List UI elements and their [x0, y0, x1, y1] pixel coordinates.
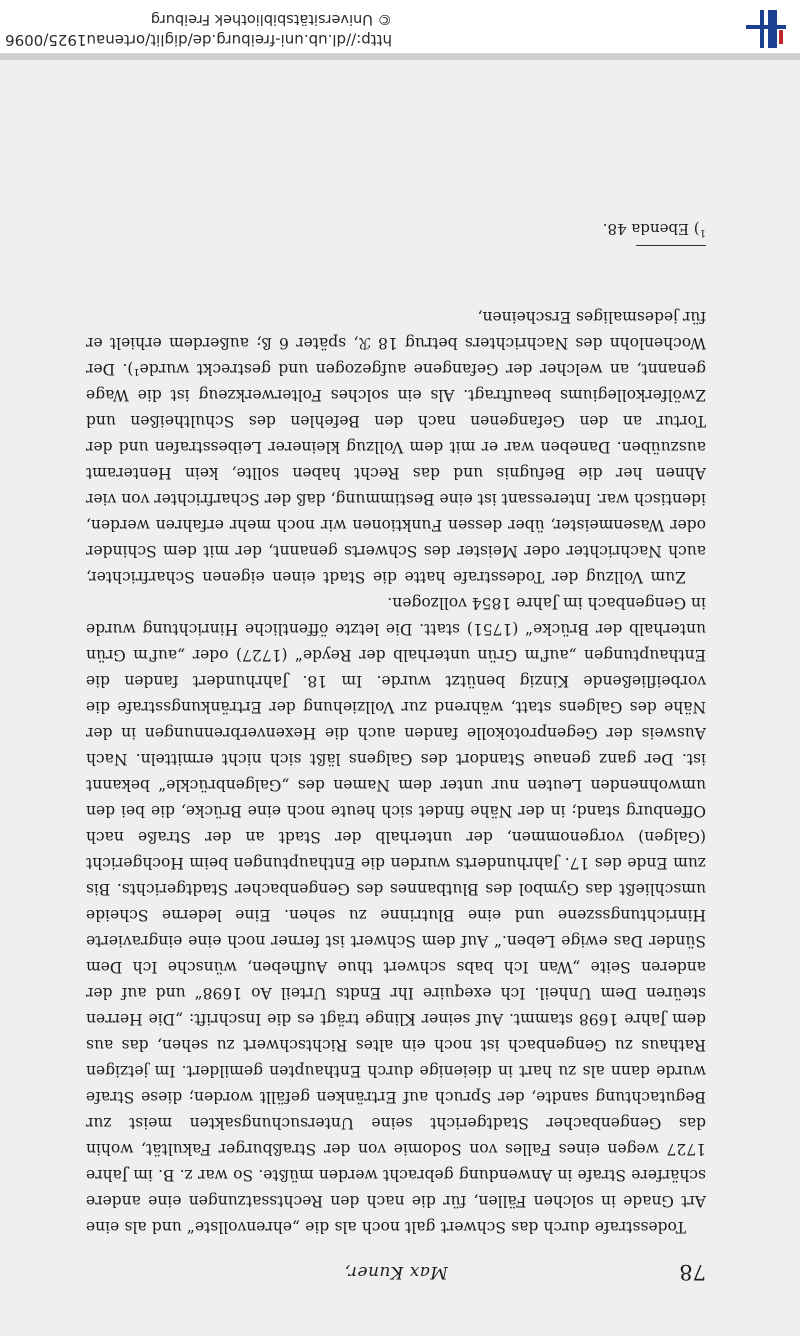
footnote-rule [636, 245, 706, 246]
source-url-link[interactable]: http://dl.ub.uni-freiburg.de/diglit/ortenau1925/0096 [5, 31, 392, 49]
paragraph: Zum Vollzug der Todesstrafe hatte die Stadt einen eigenen Scharfrichter, auch Nachrichter oder Meister des Schwerts genannt, der mit dem Schinder oder Wasenmeister, über dessen Funktionen wir noch mehr erfahren werden, identisch war. Interessant ist eine Bestimmung, daß der Scharfrichter von vier Ahnen her die Befugnis und das Recht haben sollte, kein Henteramt auszuüben. Daneben war er mit dem Vollzug kleinerer Leibesstrafen und der Tortur an den Gefangenen nach den Befehlen des Schultheißen und Zwölferkollegiums beauftragt. Als ein solches Folterwerkzeug ist die Wage genannt, an welcher der Gefangene aufgezogen und gestreckt wurde¹). Der Wochenlohn des Nachrichters betrug 18 ℛ, später 6 ß; außerdem erhielt er für jedesmaliges Erscheinen, [86, 308, 706, 586]
page-number: 78 [679, 1260, 706, 1284]
logo-bar [768, 10, 777, 48]
ub-freiburg-logo-icon [746, 6, 786, 48]
paragraph: Todesstrafe durch das Schwert galt noch als die „ehrenvollste“ und als eine Art Gnade in solchen Fällen, für die nach den Rechtssatzungen eine andere schärfere Strafe in Anwendung gebracht werden müßte. So war z. B. im Jahre 1727 wegen eines Falles von Sodomie von der Straßburger Fakultät, wohin das Gengenbacher Stadtgericht seine Untersuchungsakten meist zur Begutachtung sandte, der Spruch auf Ertränken gefällt worden; diese Strafe wurde dann als zu hart in dieienige durch Enthaupten gemildert. Im jetzigen Rathaus zu Gengenbach ist noch ein altes Richtschwert zu sehen, das aus dem Jahre 1698 stammt. Auf seiner Klinge trägt es die Inschrift: „Die Herren steüren Dem Unheil. Ich exequire Ihr Endts Urteil Ao 1698“ und auf der anderen Seite „Wan Ich babs schwert thue Aufheben, wünsche Ich Dem Sünder Das ewige Leben.“ Auf dem Schwert ist ferner noch eine eingravierte Hinrichtungsszene und eine Blutrinne zu sehen. Eine lederne Scheide umschließt das Gymbol des Blutbannes des Gengenbacher Stadtgerichts. Bis zum Ende des 17. Jahrhunderts wurden die Enthauptungen beim Hochgericht (Galgen) vorgenommen, der unterhalb der Stadt an der Straße nach Offenburg stand; in der Nähe findet sich heute noch eine Brücke, die bei den umwohnenden Leuten nur unter dem Namen des „Galgenbrückle“ bekannt ist. Der ganz genaue Standort des Galgens läßt sich nicht ermitteln. Nach Ausweis der Gegenprotokolle fanden auch die Hexenverbrennungen in der Nähe des Galgens statt, während zur Vollziehung der Ertränkungsstrafe die vorbeifließende Kinzig benützt wurde. Im 18. Jahrhundert fanden die Enthauptungen „auf'm Grün unterhalb der Reyde“ (1727) oder „auf'm Grün unterhalb der Brücke“ (1751) statt. Die letzte öffentliche Hinrichtung wurde in Gengenbach im Jahre 1854 vollzogen. [86, 594, 706, 1236]
footnote: $^1$) Ebenda 48. [602, 220, 706, 238]
library-banner [0, 0, 800, 54]
logo-bar [760, 10, 764, 48]
page-header [86, 1254, 706, 1284]
running-head: Max Kuner, [344, 1262, 448, 1282]
body-text [86, 304, 706, 1240]
footnote-marker: 1 [699, 227, 706, 238]
logo-crossbar [746, 25, 786, 29]
footnote-text: Ebenda 48. [602, 220, 689, 238]
page-edge [0, 54, 800, 60]
logo-accent [779, 30, 783, 44]
copyright-notice: © Universitätsbibliothek Freiburg [150, 11, 392, 27]
